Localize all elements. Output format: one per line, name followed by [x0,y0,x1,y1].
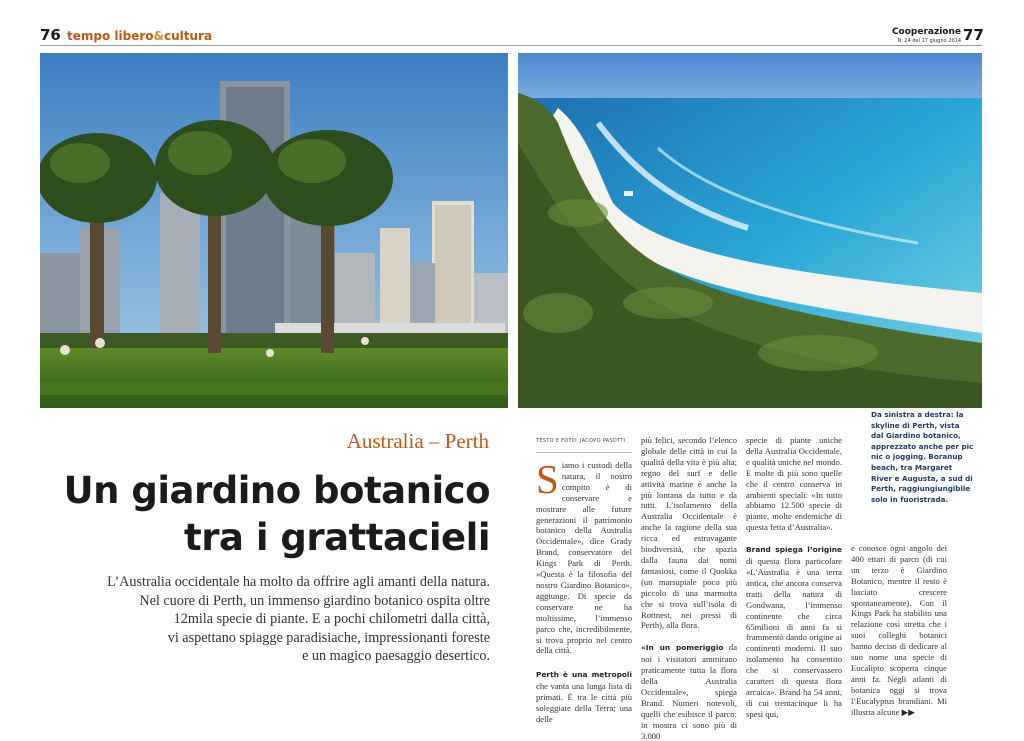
column-3-lead-in: Brand spiega l’origine [746,545,842,555]
magazine-name: Cooperazione [891,27,961,37]
body-column-3 [746,435,842,720]
lede-line: 12mila specie di piante. E a pochi chilometri dalla città, [173,611,490,628]
caption-line: Perth, raggiungiungibile [871,484,971,494]
column-2-paragraph-2: da noi i visitatori ammirano praticamente tutta la flora della Australia Occidentale», spiega Brand. Numeri notevoli, quelli che esibisce il parco: in mostra ci sono più di 3.000 [641,642,738,741]
author-credit: TESTO E FOTO: JACOPO PASOTTI [536,438,626,444]
column-3-paragraph-1: specie di piante uniche della Australia Occidentale, e qualità uniche nel mondo. E molte di più sono quelle che il centro conserva in ambienti speciali: «In tutto abbiamo 12.500 specie di piante, molte endemiche di questa fetta d’Australia». [746,435,842,533]
lede-line: L’Australia occidentale ha molto da offrire agli amanti della natura. [107,574,490,590]
caption-line: nic o jogging. Boranup [871,452,963,462]
caption-line: dal Giardino botanico, [871,431,961,441]
section-word-1: tempo libero [67,29,154,43]
lede-line: vi aspettano spiagge paradisiache, impressionanti foreste [167,629,490,646]
section-word-2: cultura [163,29,213,43]
issue-info: N. 24 del 17 giugno 2014 [897,38,961,44]
column-2-paragraph-1: più felici, secondo l’elenco globale delle città in cui la qualità della vita è più alta; regno del surf e delle attività marine è anche la più lontana da tutto e da tutti. L’isolamento della Australia Occidentale è anche la ragione della sua ricca ed estravagante biodiversità, che spazia dalla fauna dai nomi fantasiosi, come il Quokka (un marsupiale poco più piccolo di una marmotta che si trova sull’isola di Rottnest, nei pressi di Perth), alla flora. [641,435,737,631]
caption-line: beach, tra Margaret [871,462,953,472]
header-rule [40,45,982,46]
perth-skyline-photo [40,53,508,408]
right-page-number: 77 [963,26,984,44]
column-4-paragraph-1: e conosce ogni angolo dei 400 ettari di parco (di cui un terzo è Giardino Botanico, mentre il resto è lasciato crescere spontaneamente). Con il Kings Park ha stabilito una relazione così stretta che i suoi colleghi botanici hanno deciso di dedicare al suo nome una specie di Eucalipto scoperta cinque anni fa. Negli atlanti di botanica oggi si trova l’Eucalyptus brandiani. Mi illustra alcune [851,543,947,717]
photo-caption [871,410,991,505]
body-column-1 [536,456,632,725]
headline-line-1: Un giardino botanico [63,469,490,512]
caption-line: solo in fuoristrada. [871,494,949,504]
column-1-paragraph-1: iamo i custodi della natura, il nostro compito è di conservare e mostrare alle future generazioni il patrimonio botanico della Australia Occidentale», dice Grady Brand, conservatore del Kings Park di Perth. «Questa è la filosofia del nostro Giardino Botanico», aggiunge. Di specie da conservare ne ha moltissime, l’immenso parco che, incredibilmente, si trova proprio nel centro della città. [536,460,632,656]
continue-arrow-icon: ▶▶ [901,706,915,717]
article-kicker: Australia – Perth [346,429,489,453]
lede-line: e un magico paesaggio desertico. [302,648,490,665]
caption-line: Da sinistra a destra: la [871,410,964,419]
caption-line: skyline di Perth, vista [871,420,960,430]
drop-cap: S [536,456,559,502]
body-column-2 [641,435,737,741]
article-headline [40,467,490,561]
caption-line: apprezzato anche per pic [871,441,974,451]
column-2-lead-in: «In un pomeriggio [641,643,724,653]
article-lede [40,573,490,666]
headline-line-2: tra i grattacieli [184,516,490,559]
caption-line: River e Augusta, a sud di [871,473,973,483]
lede-line: Nel cuore di Perth, un immenso giardino botanico ospita oltre [139,592,490,609]
section-title [67,29,212,43]
boranup-beach-photo [518,53,982,408]
column-1-lead-in: Perth è una metropoli [536,670,632,680]
body-column-4 [851,543,947,718]
column-1-paragraph-2: che vanta una lunga lista di primati. È tra le città più soleggiate della Terra; una delle [536,681,632,724]
credit-rule [536,452,632,453]
column-3-paragraph-2: di questa flora particolare «L’Australia è una terra antica, che ancora conserva tratti della natura di Gondwana, l’immenso continente che circa 65milioni di anni fa si frammentò dando origine ai continenti moderni. Il suo isolamento ha consentito che si conservassero caratteri di questa flora arcaica». Brand ha 54 anni, di cui trentacinque li ha spesi qui, [746,556,842,719]
section-ampersand: & [153,29,164,43]
left-page-number: 76 [40,26,61,44]
